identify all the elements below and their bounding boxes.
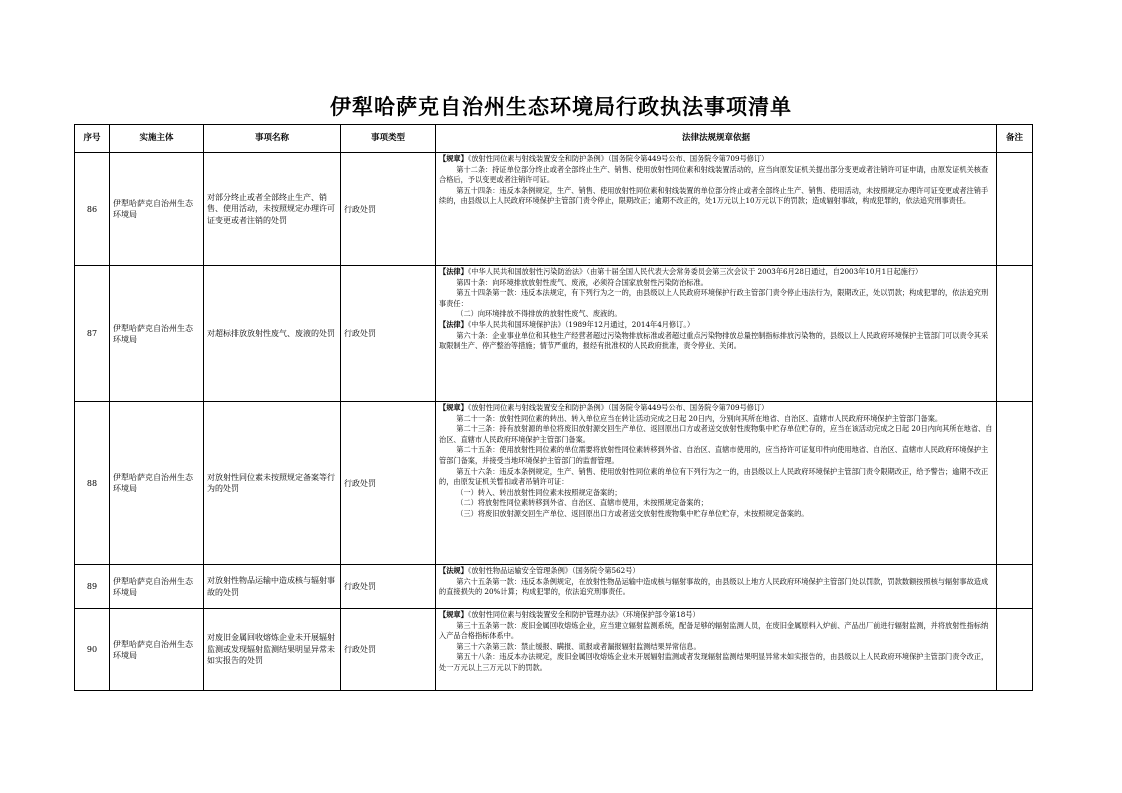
- law-text: 《放射性物品运输安全管理条例》（国务院令第562号）: [467, 566, 640, 575]
- legal-basis-paragraph: [439, 267, 993, 278]
- legal-basis-paragraph: [439, 288, 993, 309]
- legal-basis-paragraph: [439, 642, 993, 653]
- note: [997, 153, 1033, 266]
- legal-basis: [436, 609, 997, 691]
- page-title: 伊犁哈萨克自治州生态环境局行政执法事项清单: [330, 94, 792, 119]
- item-name: 对超标排放放射性废气、废液的处罚: [204, 266, 341, 402]
- legal-basis-paragraph: [439, 610, 993, 621]
- law-type-tag: 【规章】: [439, 610, 468, 619]
- law-text: 《中华人民共和国放射性污染防治法》（由第十届全国人民代表大会常务委员会第三次会议于 2003年6月28日通过，自2003年10月1日起施行）: [467, 267, 923, 276]
- law-text: 第六十五条第一款：违反本条例规定，在放射性物品运输中造成核与辐射事故的，由县级以上地方人民政府环境保护主管部门处以罚款，罚款数额按照核与辐射事故造成的直接损失的 20%计算；构成犯罪的，依法追究刑事责任。: [439, 576, 989, 597]
- item-type: 行政处罚: [341, 609, 436, 691]
- law-type-tag: 【规章】: [439, 154, 468, 163]
- header-law: 法律法规规章依据: [436, 125, 997, 153]
- law-text: （一）转入、转出放射性同位素未按照规定备案的；: [456, 487, 622, 497]
- law-text: 第三十六条第三款：禁止缓报、瞒报、谎报或者漏报辐射监测结果异常信息。: [456, 641, 701, 651]
- law-text: 第四十条：向环境排放放射性废气、废液，必须符合国家放射性污染防治标准。: [456, 277, 708, 287]
- item-type: 行政处罚: [341, 153, 436, 266]
- legal-basis-paragraph: [439, 652, 993, 673]
- legal-basis-paragraph: [439, 165, 993, 186]
- law-text: 第二十五条：使用放射性同位素的单位需要将放射性同位素转移到外省、自治区、直辖市使用的，应当持许可证复印件向使用地省、自治区、直辖市人民政府环境保护主管部门备案，并接受当地环境保护主管部门的监督管理。: [439, 445, 989, 465]
- law-text: 《中华人民共和国环境保护法》（1989年12月通过，2014年4月修订。）: [467, 319, 695, 329]
- law-text: 第二十一条：放射性同位素的转出、转入单位应当在转让活动完成之日起 20日内，分别向其所在地省、自治区、直辖市人民政府环境保护主管部门备案。: [456, 413, 943, 423]
- table-row: [75, 402, 1033, 565]
- law-text: 第二十三条：持有放射源的单位将废旧放射源交回生产单位、返回原出口方或者送交放射性废物集中贮存单位贮存的，应当在该活动完成之日起 20日内向其所在地省、自治区、直辖市人民政府环境保护主管部门备案。: [439, 424, 993, 444]
- law-text: 第六十条：企业事业单位和其他生产经营者超过污染物排放标准或者超过重点污染物排放总量控制指标排放污染物的，县级以上人民政府环境保护主管部门可以责令其采取限制生产、停产整治等措施；情节严重的，报经有批准权的人民政府批准，责令停业、关闭。: [439, 330, 989, 351]
- legal-basis-paragraph: [439, 488, 993, 499]
- table-body: [75, 153, 1033, 691]
- item-type: 行政处罚: [341, 266, 436, 402]
- legal-basis: [436, 153, 997, 266]
- table-row: [75, 153, 1033, 266]
- header-entity: 实施主体: [110, 125, 204, 153]
- enforcement-items-table: [74, 124, 1033, 691]
- item-name: 对放射性同位素未按照规定备案等行为的处罚: [204, 402, 341, 565]
- item-name: 对废旧金属回收熔炼企业未开展辐射监测或发现辐射监测结果明显异常未如实报告的处罚: [204, 609, 341, 691]
- item-type: 行政处罚: [341, 402, 436, 565]
- legal-basis: [436, 402, 997, 565]
- legal-basis: [436, 565, 997, 609]
- law-type-tag: 【规章】: [439, 403, 468, 412]
- header-item: 事项名称: [204, 125, 341, 153]
- law-text: （二）将放射性同位素转移到外省、自治区、直辖市使用，未按照规定备案的；: [456, 498, 708, 508]
- legal-basis-paragraph: [439, 414, 993, 425]
- law-text: 第五十八条：违反本办法规定，废旧金属回收熔炼企业未开展辐射监测或者发现辐射监测结果明显异常未如实报告的，由县级以上人民政府环境保护主管部门责令改正，处一万元以上三万元以下的罚款。: [439, 652, 989, 672]
- law-text: （三）将废旧放射源交回生产单位、返回原出口方或者送交放射性废物集中贮存单位贮存，未按照规定备案的。: [456, 508, 809, 518]
- row-number: 89: [75, 565, 110, 609]
- table-row: [75, 609, 1033, 691]
- law-text: 《放射性同位素与射线装置安全和防护条例》（国务院令第449号公布、国务院令第709号修订）: [467, 403, 769, 412]
- item-name: 对放射性物品运输中造成核与辐射事故的处罚: [204, 565, 341, 609]
- table-row: [75, 565, 1033, 609]
- note: [997, 266, 1033, 402]
- legal-basis-paragraph: [439, 467, 993, 488]
- table-row: [75, 266, 1033, 402]
- legal-basis-paragraph: [439, 498, 993, 509]
- item-type: 行政处罚: [341, 565, 436, 609]
- legal-basis-paragraph: [439, 566, 993, 577]
- law-type-tag: 【法律】: [439, 319, 468, 329]
- implementing-entity: 伊犁哈萨克自治州生态环境局: [110, 402, 204, 565]
- implementing-entity: 伊犁哈萨克自治州生态环境局: [110, 153, 204, 266]
- header-no: 序号: [75, 125, 110, 153]
- legal-basis-paragraph: [439, 309, 993, 320]
- law-text: 第五十四条第一款：违反本法规定，有下列行为之一的，由县级以上人民政府环境保护行政主管部门责令停止违法行为，限期改正，处以罚款；构成犯罪的，依法追究刑事责任：: [439, 288, 989, 308]
- law-type-tag: 【法规】: [439, 566, 468, 575]
- note: [997, 609, 1033, 691]
- item-name: 对部分终止或者全部终止生产、销售、使用活动，未按照规定办理许可证变更或者注销的处罚: [204, 153, 341, 266]
- law-text: （二）向环境排放不得排放的放射性废气、废液的。: [456, 309, 622, 319]
- law-text: 《放射性同位素与射线装置安全和防护管理办法》（环境保护部令第18号）: [467, 610, 700, 619]
- law-type-tag: 【法律】: [439, 267, 468, 276]
- legal-basis-paragraph: [439, 577, 993, 598]
- law-text: 第五十六条：违反本条例规定，生产、销售、使用放射性同位素的单位有下列行为之一的，由县级以上人民政府环境保护主管部门责令限期改正，给予警告；逾期不改正的，由原发证机关暂扣或者吊销许可证：: [439, 466, 989, 487]
- legal-basis-paragraph: [439, 509, 993, 520]
- implementing-entity: 伊犁哈萨克自治州生态环境局: [110, 609, 204, 691]
- note: [997, 565, 1033, 609]
- legal-basis: [436, 266, 997, 402]
- legal-basis-paragraph: [439, 320, 993, 331]
- legal-basis-paragraph: [439, 278, 993, 289]
- row-number: 90: [75, 609, 110, 691]
- header-note: 备注: [997, 125, 1033, 153]
- table-header-row: [75, 125, 1033, 153]
- implementing-entity: 伊犁哈萨克自治州生态环境局: [110, 266, 204, 402]
- row-number: 86: [75, 153, 110, 266]
- law-text: 第三十五条第一款：废旧金属回收熔炼企业，应当建立辐射监测系统，配备足够的辐射监测人员，在废旧金属原料入炉前、产品出厂前进行辐射监测，并将放射性指标纳入产品合格指标体系中。: [439, 620, 989, 641]
- legal-basis-paragraph: [439, 621, 993, 642]
- law-text: 第五十四条：违反本条例规定，生产、销售、使用放射性同位素和射线装置的单位部分终止或者全部终止生产、销售、使用活动，未按照规定办理许可证变更或者注销手续的，由县级以上人民政府环境保护主管部门责令停止，限期改正；逾期不改正的，处1万元以上10万元以下的罚款；造成辐射事故，构成犯罪的，依法追究刑事责任。: [439, 185, 989, 206]
- legal-basis-paragraph: [439, 424, 993, 445]
- law-text: 《放射性同位素与射线装置安全和防护条例》（国务院令第449号公布、国务院令第709号修订）: [467, 154, 769, 163]
- legal-basis-paragraph: [439, 403, 993, 414]
- row-number: 87: [75, 266, 110, 402]
- header-type: 事项类型: [341, 125, 436, 153]
- legal-basis-paragraph: [439, 154, 993, 165]
- note: [997, 402, 1033, 565]
- row-number: 88: [75, 402, 110, 565]
- legal-basis-paragraph: [439, 186, 993, 207]
- legal-basis-paragraph: [439, 445, 993, 466]
- law-text: 第十二条：持证单位部分终止或者全部终止生产、销售、使用放射性同位素和射线装置活动的，应当向原发证机关提出部分变更或者注销许可证申请，由原发证机关核查合格后，予以变更或者注销许可证。: [439, 164, 989, 185]
- implementing-entity: 伊犁哈萨克自治州生态环境局: [110, 565, 204, 609]
- legal-basis-paragraph: [439, 331, 993, 352]
